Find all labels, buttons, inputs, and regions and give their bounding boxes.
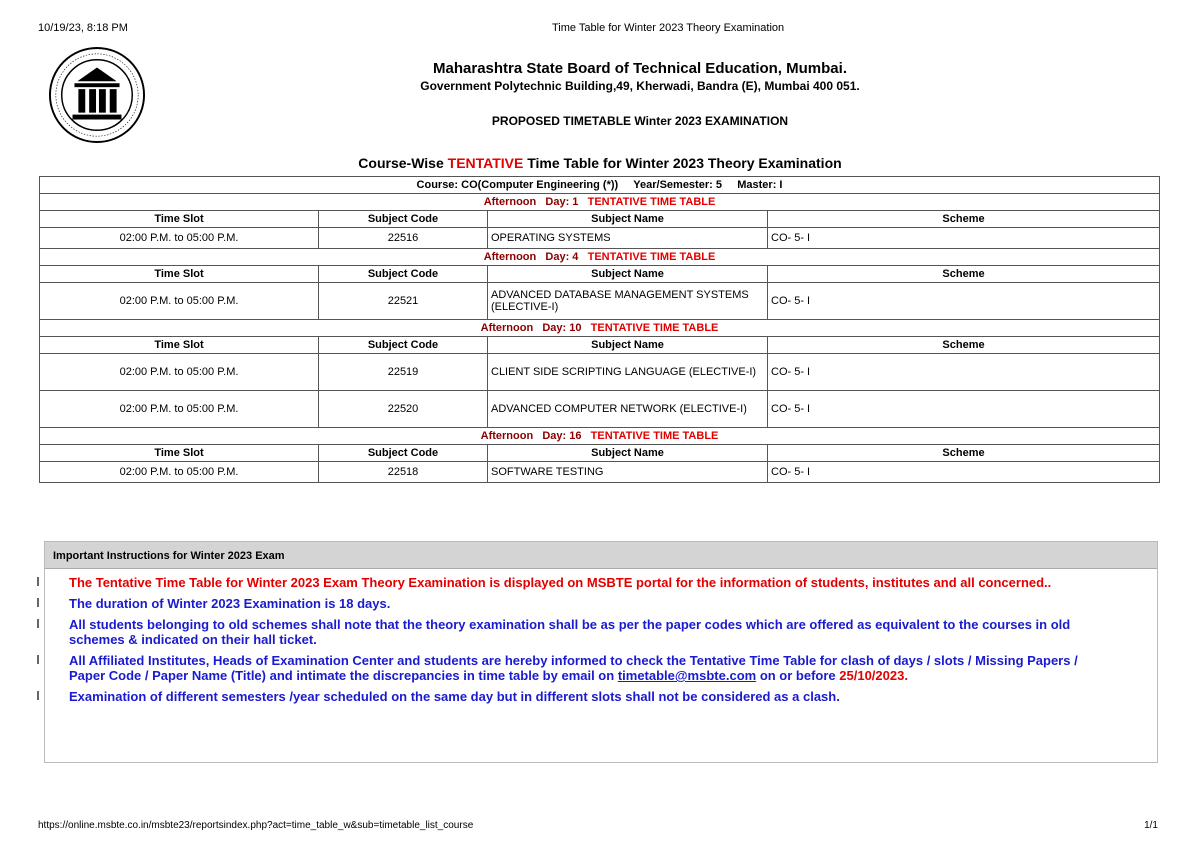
subject-name-cell: SOFTWARE TESTING <box>488 462 768 483</box>
column-header-row <box>40 266 1160 283</box>
day-label: Day: 4 <box>545 251 579 263</box>
col-header-time-slot: Time Slot <box>40 211 319 228</box>
tentative-label: TENTATIVE TIME TABLE <box>587 196 716 208</box>
instruction-text: Examination of different semesters /year scheduled on the same day but in different slots shall not be considered as a clash. <box>69 689 840 704</box>
instruction-text: All Affiliated Institutes, Heads of Examination Center and students are hereby informed to check the Tentative Time Table for clash of days / slots / Missing Papers / Paper Code / Paper Name (Title) and intimate the discrepancies in time table by email on <box>69 653 1078 683</box>
session-label: Afternoon <box>480 322 534 334</box>
table-row <box>40 228 1160 249</box>
col-header-subject-code: Subject Code <box>319 337 488 354</box>
instructions-list <box>45 575 1157 704</box>
print-footer-url: https://online.msbte.co.in/msbte23/reportsindex.php?act=time_table_w&sub=timetable_list_course <box>38 820 474 831</box>
scheme-cell: CO- 5- I <box>768 391 1160 428</box>
col-header-time-slot: Time Slot <box>40 337 319 354</box>
instruction-text: All students belonging to old schemes shall note that the theory examination shall be as per the paper codes which are offered as equivalent to the courses in old schemes & indicated on their hall ticket. <box>69 617 1071 647</box>
col-header-time-slot: Time Slot <box>40 445 319 462</box>
subject-code-cell: 22516 <box>319 228 488 249</box>
subject-name-cell: OPERATING SYSTEMS <box>488 228 768 249</box>
scheme-cell: CO- 5- I <box>768 354 1160 391</box>
email-link[interactable]: timetable@msbte.com <box>617 668 757 683</box>
course-title-tentative: TENTATIVE <box>447 155 524 171</box>
bullet-marker <box>37 577 39 586</box>
bullet-marker <box>37 691 39 700</box>
bullet-marker <box>37 655 39 664</box>
col-header-subject-code: Subject Code <box>319 445 488 462</box>
table-row <box>40 462 1160 483</box>
board-address: Government Polytechnic Building,49, Kherwadi, Bandra (E), Mumbai 400 051. <box>420 79 860 93</box>
scheme-cell: CO- 5- I <box>768 283 1160 320</box>
course-title-prefix: Course-Wise <box>358 155 448 171</box>
subject-code-cell: 22518 <box>319 462 488 483</box>
day-label: Day: 16 <box>542 430 582 442</box>
time-slot-cell: 02:00 P.M. to 05:00 P.M. <box>40 462 319 483</box>
subject-name-cell: CLIENT SIDE SCRIPTING LANGUAGE (ELECTIVE-I) <box>488 354 768 391</box>
print-doc-title: Time Table for Winter 2023 Theory Examination <box>552 22 785 34</box>
course-title-suffix: Time Table for Winter 2023 Theory Examination <box>523 155 842 171</box>
instruction-item <box>45 596 1157 611</box>
instructions-heading: Important Instructions for Winter 2023 Exam <box>45 542 1157 569</box>
time-slot-cell: 02:00 P.M. to 05:00 P.M. <box>40 228 319 249</box>
instruction-text: The Tentative Time Table for Winter 2023 Exam Theory Examination is displayed on MSBTE portal for the information of students, institutes and all concerned.. <box>69 575 1052 590</box>
instruction-text: on or before <box>756 668 840 683</box>
deadline-date: 25/10/2023. <box>839 668 908 683</box>
print-footer-page: 1/1 <box>1144 820 1158 831</box>
time-slot-cell: 02:00 P.M. to 05:00 P.M. <box>40 283 319 320</box>
scheme-cell: CO- 5- I <box>768 228 1160 249</box>
day-header-cell <box>40 194 1160 211</box>
subject-code-cell: 22519 <box>319 354 488 391</box>
table-row <box>40 283 1160 320</box>
session-label: Afternoon <box>480 430 534 442</box>
col-header-scheme: Scheme <box>768 266 1160 283</box>
day-label: Day: 10 <box>542 322 582 334</box>
course-info: Course: CO(Computer Engineering (*)) Year/Semester: 5 Master: I <box>40 177 1160 194</box>
col-header-scheme: Scheme <box>768 211 1160 228</box>
instruction-item <box>45 653 1157 683</box>
col-header-subject-code: Subject Code <box>319 266 488 283</box>
table-row <box>40 391 1160 428</box>
col-header-scheme: Scheme <box>768 445 1160 462</box>
column-header-row <box>40 211 1160 228</box>
proposed-timetable-title: PROPOSED TIMETABLE Winter 2023 EXAMINATION <box>491 114 789 128</box>
instruction-item <box>45 689 1157 704</box>
day-label: Day: 1 <box>545 196 579 208</box>
col-header-subject-name: Subject Name <box>488 445 768 462</box>
day-header-row <box>40 194 1160 211</box>
instruction-text: The duration of Winter 2023 Examination is 18 days. <box>69 596 391 611</box>
bullet-marker <box>37 598 39 607</box>
day-header-row <box>40 428 1160 445</box>
col-header-subject-name: Subject Name <box>488 266 768 283</box>
day-header-cell <box>40 249 1160 266</box>
tentative-label: TENTATIVE TIME TABLE <box>590 430 719 442</box>
day-header-cell <box>40 320 1160 337</box>
timetable <box>39 176 1160 483</box>
subject-code-cell: 22520 <box>319 391 488 428</box>
table-row <box>40 354 1160 391</box>
col-header-subject-name: Subject Name <box>488 337 768 354</box>
scheme-cell: CO- 5- I <box>768 462 1160 483</box>
course-wise-title <box>0 155 1200 171</box>
column-header-row <box>40 445 1160 462</box>
time-slot-cell: 02:00 P.M. to 05:00 P.M. <box>40 391 319 428</box>
time-slot-cell: 02:00 P.M. to 05:00 P.M. <box>40 354 319 391</box>
instruction-item <box>45 617 1157 647</box>
subject-code-cell: 22521 <box>319 283 488 320</box>
tentative-label: TENTATIVE TIME TABLE <box>590 322 719 334</box>
col-header-time-slot: Time Slot <box>40 266 319 283</box>
col-header-subject-code: Subject Code <box>319 211 488 228</box>
col-header-subject-name: Subject Name <box>488 211 768 228</box>
instruction-item <box>45 575 1157 590</box>
day-header-row <box>40 320 1160 337</box>
subject-name-cell: ADVANCED COMPUTER NETWORK (ELECTIVE-I) <box>488 391 768 428</box>
print-datetime: 10/19/23, 8:18 PM <box>38 22 128 34</box>
board-name: Maharashtra State Board of Technical Education, Mumbai. <box>433 60 847 77</box>
bullet-marker <box>37 619 39 628</box>
day-header-row <box>40 249 1160 266</box>
day-header-cell <box>40 428 1160 445</box>
column-header-row <box>40 337 1160 354</box>
tentative-label: TENTATIVE TIME TABLE <box>587 251 716 263</box>
session-label: Afternoon <box>483 196 537 208</box>
session-label: Afternoon <box>483 251 537 263</box>
subject-name-cell: ADVANCED DATABASE MANAGEMENT SYSTEMS (ELECTIVE-I) <box>488 283 768 320</box>
col-header-scheme: Scheme <box>768 337 1160 354</box>
instructions-panel <box>44 541 1158 763</box>
